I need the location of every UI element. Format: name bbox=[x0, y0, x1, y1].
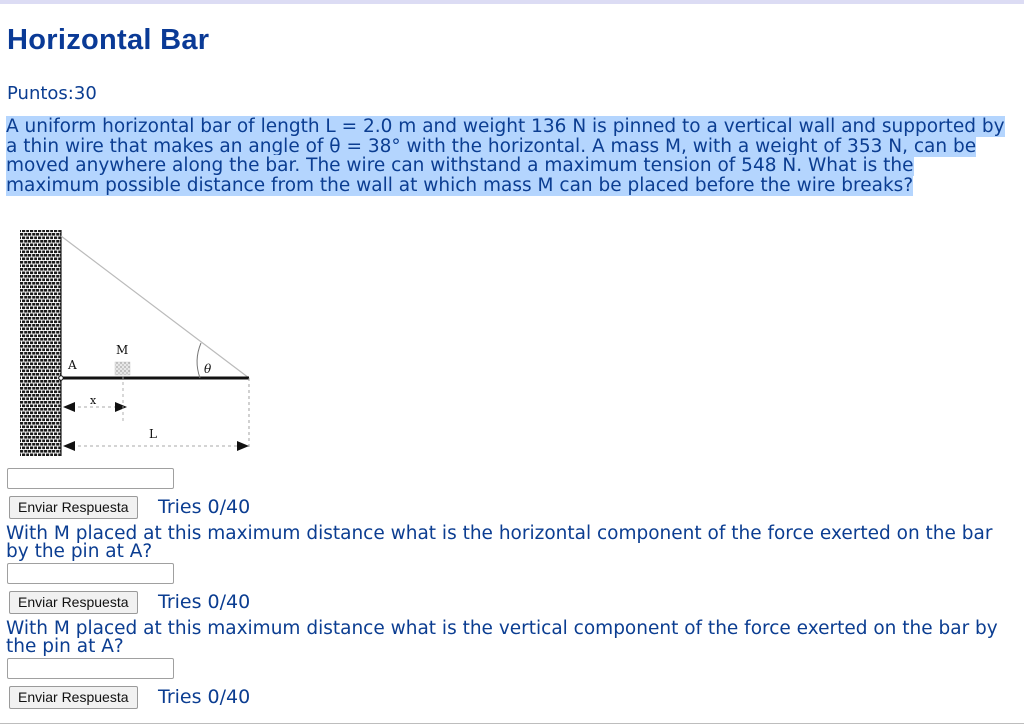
submit-button-3[interactable]: Enviar Respuesta bbox=[9, 686, 138, 709]
label-a: A bbox=[68, 358, 77, 372]
x-arrow-left bbox=[63, 402, 75, 412]
answer-input-3[interactable] bbox=[7, 658, 174, 679]
answer-input-2[interactable] bbox=[7, 563, 174, 584]
angle-arc bbox=[197, 343, 201, 378]
tries-counter-3: Tries 0/40 bbox=[158, 686, 251, 708]
tries-counter-1: Tries 0/40 bbox=[158, 496, 251, 518]
l-arrow-right bbox=[237, 441, 249, 451]
label-theta: θ bbox=[204, 362, 212, 376]
label-x: x bbox=[90, 394, 97, 407]
bar-diagram-figure bbox=[20, 226, 260, 460]
submit-button-2[interactable]: Enviar Respuesta bbox=[9, 591, 138, 614]
submit-button-1[interactable]: Enviar Respuesta bbox=[9, 496, 138, 519]
support-wire bbox=[61, 236, 249, 378]
pin-a bbox=[59, 376, 63, 380]
x-arrow-right bbox=[115, 402, 127, 412]
page-title: Horizontal Bar bbox=[7, 24, 210, 56]
question-text-2: With M placed at this maximum distance what is the horizontal component of the force exerted on the bar by the pin at A? bbox=[6, 523, 993, 562]
label-m: M bbox=[116, 343, 129, 357]
top-rule bbox=[0, 0, 1024, 4]
points-label: Puntos:30 bbox=[7, 83, 97, 104]
answer-input-1[interactable] bbox=[7, 468, 174, 489]
l-arrow-left bbox=[63, 441, 75, 451]
bottom-rule bbox=[0, 723, 1024, 724]
label-l: L bbox=[149, 427, 157, 441]
mass-m-block bbox=[115, 362, 130, 375]
question-text-3: With M placed at this maximum distance what is the vertical component of the force exerted on the bar by the pin at A? bbox=[6, 618, 998, 657]
wall bbox=[20, 230, 61, 456]
problem-text bbox=[6, 117, 1006, 195]
tries-counter-2: Tries 0/40 bbox=[158, 591, 251, 613]
problem-text-highlight: A uniform horizontal bar of length L = 2.0 m and weight 136 N is pinned to a vertical wall and supported by a thin wire that makes an angle of θ = 38° with the horizontal. A mass M, with a weight of 353 N, can be moved anywhere along the bar. The wire can withstand a maximum tension of 548 N. What is the maximum possible distance from the wall at which mass M can be placed before the wire breaks? bbox=[6, 116, 1005, 196]
